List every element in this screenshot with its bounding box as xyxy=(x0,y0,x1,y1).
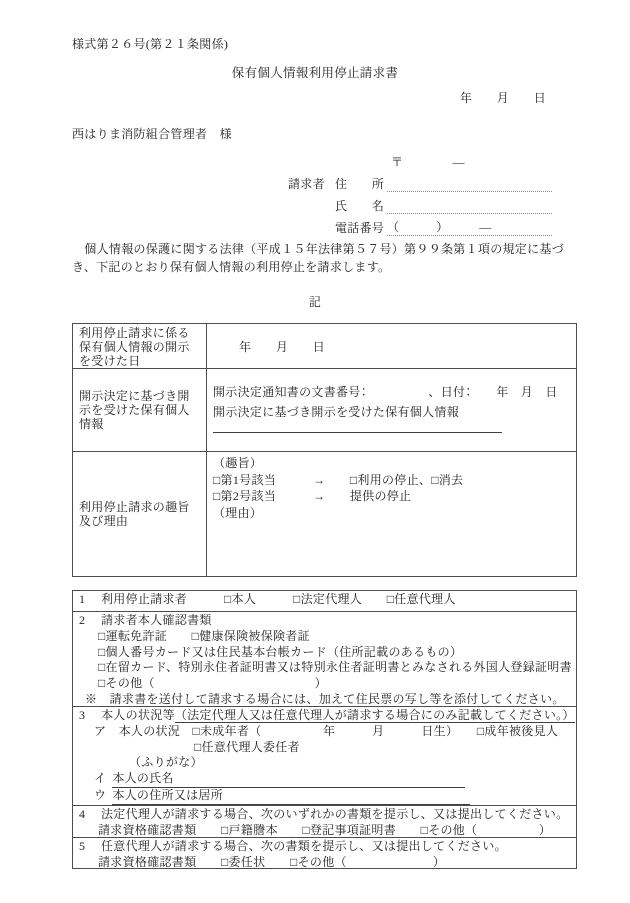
phone-label: 電話番号 xyxy=(335,221,385,235)
item1-checkbox-line[interactable]: □第1号該当 → □利用の停止、□消去 xyxy=(213,472,464,487)
principal-status-heading: 本人の状況等 xyxy=(101,708,175,722)
purpose-reason-cell xyxy=(207,452,576,576)
name-row xyxy=(288,192,552,214)
table-row-purpose-reason xyxy=(73,451,576,576)
table-row-requester-type xyxy=(73,591,576,611)
voluntary-agent-heading: 任意代理人が請求する場合、次の書類を提示し、又は提出してください。 xyxy=(101,839,507,853)
principal-address-input-line[interactable]: 本人の住所又は居所 xyxy=(112,788,470,805)
principal-name-input-line[interactable]: 本人の氏名 xyxy=(112,771,465,788)
doc-number-line: 開示決定通知書の文書番号： 、日付： 年 月 日 xyxy=(213,385,558,399)
name-input-line[interactable] xyxy=(387,198,552,214)
phone-input-line[interactable]: （ ） ― xyxy=(387,220,552,236)
voluntary-agent-checkbox-line[interactable]: □任意代理人委任者 xyxy=(194,739,300,754)
identity-doc-checkbox-line[interactable]: □運転免許証 □健康保険被保険者証 xyxy=(98,628,310,643)
requester-label: 請求者 xyxy=(288,177,325,191)
row-label: 開示決定に基づき開示を受けた保有個人情報 xyxy=(73,369,207,451)
page-title: 保有個人情報利用停止請求書 xyxy=(231,66,399,80)
disclosed-info-caption: 開示決定に基づき開示を受けた保有個人情報 xyxy=(213,405,460,419)
table-row-legal-agent xyxy=(73,805,576,837)
identity-doc-checkbox-line[interactable]: □その他（ ） xyxy=(98,676,327,691)
section-mark: 記 xyxy=(308,295,322,309)
table-row-principal-status xyxy=(73,706,576,805)
identity-documents-heading: 請求者本人確認書類 xyxy=(101,613,212,627)
row-number: 4 xyxy=(79,807,86,821)
name-label: 氏 名 xyxy=(335,199,385,213)
date-line: 年 月 日 xyxy=(459,91,546,105)
addressee: 西はりま消防組合管理者 様 xyxy=(72,127,232,141)
legal-agent-heading: 法定代理人が請求する場合、次のいずれかの書類を提示し、又は提出してください。 xyxy=(101,807,569,821)
intro-paragraph xyxy=(72,240,565,276)
item2-checkbox-line[interactable]: □第2号該当 → 提供の停止 xyxy=(213,489,412,503)
address-input-line[interactable] xyxy=(387,176,552,192)
row-number: 3 xyxy=(79,708,86,722)
phone-row xyxy=(288,214,552,236)
row-number: 2 xyxy=(79,613,86,627)
furigana-caption: （ふりがな） xyxy=(129,755,203,770)
disclosure-date-cell[interactable] xyxy=(207,324,576,368)
row-label: 利用停止請求に係る保有個人情報の開示を受けた日 xyxy=(73,324,207,368)
voluntary-agent-checkbox-line[interactable]: 請求資格確認書類 □委任状 □その他（ ） xyxy=(98,854,446,869)
purpose-caption: （趣旨） xyxy=(213,456,263,470)
identity-doc-checkbox-line[interactable]: □個人番号カード又は住民基本台帳カード（住所記載のあるもの） xyxy=(98,644,463,659)
request-detail-table xyxy=(72,323,577,577)
table-row-identity-documents xyxy=(73,611,576,706)
address-label: 住 所 xyxy=(335,177,385,191)
identity-doc-checkbox-line[interactable]: □在留カード、特別永住者証明書又は特別永住者証明書とみなされる外国人登録証明書 xyxy=(98,660,572,675)
requester-block xyxy=(288,148,552,236)
date-placeholder: 年 月 日 xyxy=(239,339,326,354)
requester-type-checkbox-line[interactable]: 利用停止請求者 □本人 □法定代理人 □任意代理人 xyxy=(101,592,456,606)
form-number: 様式第２６号(第２１条関係) xyxy=(72,37,229,51)
disclosed-info-cell[interactable] xyxy=(207,369,576,451)
reason-caption: （理由） xyxy=(213,505,263,520)
postal-row xyxy=(288,148,552,170)
principal-status-note: （法定代理人又は任意代理人が請求する場合にのみ記載してください。） xyxy=(174,708,575,722)
paragraph-line-1: 個人情報の保護に関する法律（平成１５年法律第５７号）第９９条第１項の規定に基づ xyxy=(72,242,565,256)
item-label: イ xyxy=(94,771,107,786)
item-label: ウ xyxy=(94,787,107,802)
mailing-note: ※ 請求書を送付して請求する場合には、加えて住民票の写し等を添付してください。 xyxy=(85,691,565,706)
table-row-disclosed-info xyxy=(73,368,576,451)
legal-agent-checkbox-line[interactable]: 請求資格確認書類 □戸籍謄本 □登記事項証明書 □その他（ ） xyxy=(98,822,552,837)
postal-code-line: 〒 ― xyxy=(391,155,465,169)
row-label: 利用停止請求の趣旨及び理由 xyxy=(73,452,207,576)
requester-info-table xyxy=(72,590,577,869)
table-row-voluntary-agent xyxy=(73,837,576,868)
fill-in-rule[interactable] xyxy=(213,422,502,433)
row-number: 1 xyxy=(79,592,86,606)
row-number: 5 xyxy=(79,839,86,853)
table-row-disclosure-date xyxy=(73,324,576,368)
paragraph-line-2: き、下記のとおり保有個人情報の利用停止を請求します。 xyxy=(72,260,391,274)
principal-status-checkbox-line[interactable]: ア 本人の状況 □未成年者（ 年 月 日生） □成年被後見人 xyxy=(94,723,559,738)
address-row xyxy=(288,170,552,192)
